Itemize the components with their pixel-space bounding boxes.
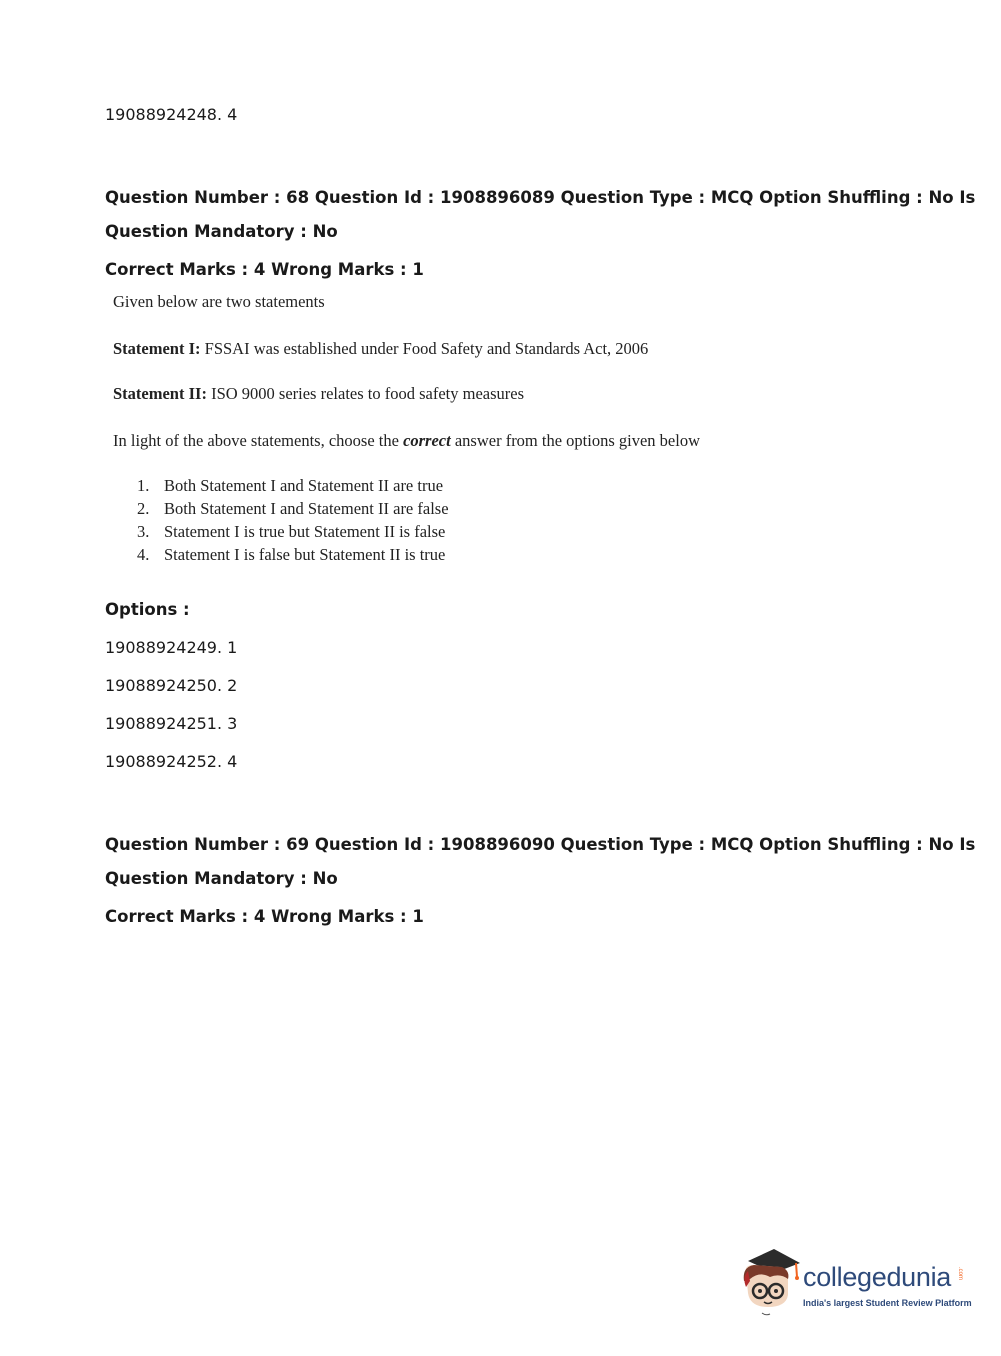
collegedunia-logo[interactable] [740, 1247, 975, 1327]
choice-item [137, 543, 449, 566]
mascot-icon [740, 1247, 802, 1317]
choice-number: 2. [137, 499, 150, 518]
logo-com-suffix: .com [957, 1267, 963, 1281]
q68-marks: Correct Marks : 4 Wrong Marks : 1 [105, 260, 424, 279]
option-3: 19088924251. 3 [105, 714, 238, 733]
instruction-post: answer from the options given below [450, 431, 700, 450]
choice-text: Both Statement I and Statement II are false [164, 499, 449, 518]
option-1: 19088924249. 1 [105, 638, 238, 657]
previous-option-4: 19088924248. 4 [105, 105, 238, 124]
statement-2-text: ISO 9000 series relates to food safety measures [206, 384, 525, 403]
choice-text: Statement I is false but Statement II is true [164, 545, 446, 564]
option-4: 19088924252. 4 [105, 752, 238, 771]
q68-statement-2 [113, 384, 524, 404]
logo-wordmark: collegedunia [803, 1262, 952, 1292]
q69-header-line1: Question Number : 69 Question Id : 1908896090 Question Type : MCQ Option Shuffling : No Is [105, 835, 976, 854]
choice-text: Both Statement I and Statement II are true [164, 476, 444, 495]
statement-1-text: FSSAI was established under Food Safety and Standards Act, 2006 [200, 339, 649, 358]
choice-number: 1. [137, 476, 150, 495]
q68-header-line2: Question Mandatory : No [105, 222, 338, 241]
q68-intro: Given below are two statements [113, 292, 325, 311]
instruction-emphasis: correct [403, 431, 451, 450]
q68-choice-list [137, 474, 449, 566]
statement-1-label: Statement I: [113, 339, 201, 358]
instruction-pre: In light of the above statements, choose the [113, 431, 404, 450]
choice-item [137, 474, 449, 497]
statement-2-label: Statement II: [113, 384, 207, 403]
q68-header-line1: Question Number : 68 Question Id : 1908896089 Question Type : MCQ Option Shuffling : No Is [105, 188, 976, 207]
logo-tagline: India's largest Student Review Platform [803, 1298, 972, 1308]
q69-marks: Correct Marks : 4 Wrong Marks : 1 [105, 907, 424, 926]
q69-header-line2: Question Mandatory : No [105, 869, 338, 888]
choice-item [137, 520, 449, 543]
choice-number: 4. [137, 545, 150, 564]
choice-text: Statement I is true but Statement II is false [164, 522, 446, 541]
q68-instruction [113, 431, 700, 451]
q68-statement-1 [113, 339, 648, 359]
choice-item [137, 497, 449, 520]
choice-number: 3. [137, 522, 150, 541]
option-2: 19088924250. 2 [105, 676, 238, 695]
options-heading: Options : [105, 600, 190, 619]
